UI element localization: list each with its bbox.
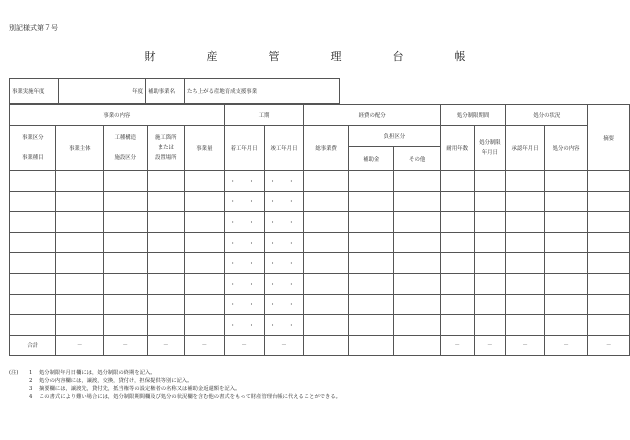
col-entity: 事業主体	[56, 126, 103, 171]
completion-date-cell: ・ ・	[264, 232, 304, 253]
col-disposal-detail: 処分の内容	[544, 126, 588, 171]
table-row	[10, 315, 630, 336]
col-burden: 負担区分	[348, 126, 440, 147]
table-row	[10, 171, 630, 192]
table-row	[10, 212, 630, 233]
total-dash: －	[506, 335, 545, 355]
col-total-cost: 総事業費	[304, 126, 349, 171]
group-disposal-status: 処分の状況	[506, 105, 588, 126]
note-item: 3 摘要欄には，譲渡先，貸付先，抵当権等の設定権者の名称又は補助金返還額を記入。	[29, 386, 241, 392]
form-number: 別記様式第７号	[9, 24, 58, 32]
start-date-cell: ・ ・	[224, 315, 264, 336]
col-quantity: 事業量	[185, 126, 225, 171]
start-date-cell: ・ ・	[224, 253, 264, 274]
start-date-cell: ・ ・	[224, 232, 264, 253]
start-date-cell: ・ ・	[224, 273, 264, 294]
completion-date-cell: ・ ・	[264, 315, 304, 336]
note-item: 4 この書式により難い場合には，処分制限期間欄及び処分の状況欄を含む他の書式をもって財産管理台帳に代えることができる。	[29, 394, 341, 400]
col-approval-date: 承認年月日	[506, 126, 545, 171]
total-row	[10, 335, 630, 355]
group-disposal-limit: 処分制限期間	[440, 105, 505, 126]
col-structure: 工種構造 施設区分	[103, 126, 147, 171]
total-dash: －	[185, 335, 225, 355]
total-dash: －	[56, 335, 103, 355]
total-dash: －	[147, 335, 185, 355]
total-dash: －	[103, 335, 147, 355]
note-item: 2 処分の内容欄には，譲渡，交換，貸付け，担保提供等別に記入。	[29, 378, 193, 384]
notes	[9, 369, 341, 401]
table-row	[10, 232, 630, 253]
table-row	[10, 253, 630, 274]
total-dash: －	[588, 335, 630, 355]
col-useful-life: 耐用年数	[440, 126, 474, 171]
col-other: その他	[394, 147, 440, 171]
col-completion-date: 竣工年月日	[264, 126, 304, 171]
completion-date-cell: ・ ・	[264, 273, 304, 294]
subsidy-name-value: たち上がる産地育成支援事業	[185, 79, 340, 104]
group-content: 事業の内容	[10, 105, 225, 126]
group-schedule: 工期	[224, 105, 304, 126]
page-title: 財 産 管 理 台 帳	[144, 50, 486, 63]
completion-date-cell: ・ ・	[264, 212, 304, 233]
total-dash: －	[474, 335, 506, 355]
notes-heading: (注)	[9, 370, 19, 376]
start-date-cell: ・ ・	[224, 212, 264, 233]
table-row	[10, 273, 630, 294]
fiscal-year-label: 事業実施年度	[10, 79, 59, 104]
col-site: 施工箇所 または 設置場所	[147, 126, 185, 171]
completion-date-cell: ・ ・	[264, 191, 304, 212]
group-cost: 経費の配分	[304, 105, 441, 126]
col-limit-date: 処分制限 年月日	[474, 126, 506, 171]
asset-register-table	[9, 104, 630, 356]
completion-date-cell: ・ ・	[264, 171, 304, 192]
col-subsidy: 補助金	[348, 147, 394, 171]
completion-date-cell: ・ ・	[264, 294, 304, 315]
total-dash: －	[544, 335, 588, 355]
total-dash: －	[440, 335, 474, 355]
total-dash: －	[264, 335, 304, 355]
note-item: (注) 1 処分制限年月日欄には，処分制限の終期を記入。	[9, 370, 156, 376]
table-row	[10, 191, 630, 212]
completion-date-cell: ・ ・	[264, 253, 304, 274]
start-date-cell: ・ ・	[224, 191, 264, 212]
header-table	[9, 78, 340, 104]
col-remarks: 摘要	[588, 105, 630, 171]
start-date-cell: ・ ・	[224, 294, 264, 315]
subsidy-name-label: 補助事業名	[146, 79, 185, 104]
total-dash: －	[224, 335, 264, 355]
col-category: 事業区分 事業種目	[10, 126, 56, 171]
fiscal-year-value: 年度	[59, 79, 146, 104]
table-row	[10, 294, 630, 315]
start-date-cell: ・ ・	[224, 171, 264, 192]
col-start-date: 着工年月日	[224, 126, 264, 171]
total-label: 合計	[10, 335, 56, 355]
